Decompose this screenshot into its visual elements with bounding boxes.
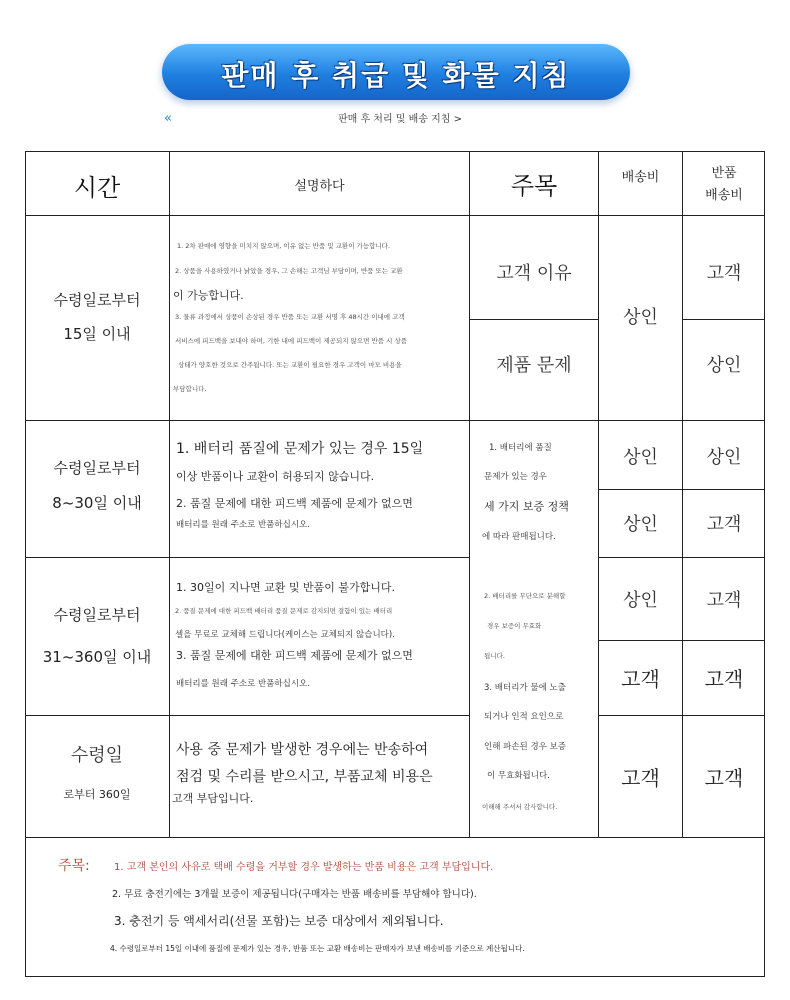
banner-title: 판매 후 취급 및 화물 지침 xyxy=(221,59,571,92)
double-chevron-left-icon[interactable]: « xyxy=(164,111,172,126)
s1-return-a: 고객 xyxy=(706,263,742,284)
s2-return-a: 상인 xyxy=(706,447,742,468)
s3-desc-1: 1. 30일이 지나면 교환 및 반품이 불가합니다. xyxy=(176,581,395,594)
s2-desc-2: 이상 반품이나 교환이 허용되지 않습니다. xyxy=(176,470,375,483)
warranty-note-6: 경우 보증이 무효화 xyxy=(487,622,542,630)
s1-return-b: 상인 xyxy=(706,355,742,376)
s3-return-a: 고객 xyxy=(706,590,742,611)
s3-shipping-a: 상인 xyxy=(623,590,658,611)
s4-desc-1: 사용 중 문제가 발생한 경우에는 반송하여 xyxy=(176,742,429,758)
warranty-note-9: 되거나 인적 요인으로 xyxy=(484,712,564,722)
warranty-note-7: 됩니다. xyxy=(484,652,505,660)
col-header-return-shipping-1: 반품 xyxy=(711,166,737,181)
s3-desc-3: 셀을 무료로 교체해 드립니다(케이스는 교체되지 않습니다). xyxy=(175,630,395,640)
warranty-note-11: 이 무효화됩니다. xyxy=(487,771,550,781)
page-subtitle: 판매 후 처리 및 배송 지침 > xyxy=(337,114,463,125)
s1-desc-4: 3. 물류 과정에서 상품이 손상된 경우 반품 또는 교환 서명 후 48시간 이내에 고객 xyxy=(175,313,405,321)
s3-shipping-b: 고객 xyxy=(621,667,660,691)
note-2: 2. 무료 충전기에는 3개월 보증이 제공됩니다(구매자는 반품 배송비를 부담해야 합니다). xyxy=(112,889,477,900)
s3-return-b: 고객 xyxy=(704,667,744,691)
s1-time-line1: 수령일로부터 xyxy=(53,291,141,309)
s1-desc-7: 부담합니다. xyxy=(173,385,207,393)
s1-note-customer-reason: 고객 이유 xyxy=(496,263,572,284)
notes-label: 주목: xyxy=(58,858,90,874)
s3-desc-4: 3. 품질 문제에 대한 피드백 제품에 문제가 없으면 xyxy=(176,649,413,662)
warranty-note-2: 문제가 있는 경우 xyxy=(484,472,547,482)
s1-desc-6: 상태가 양호한 것으로 간주됩니다. 또는 교환이 필요한 경우 고객이 마모 비용을 xyxy=(178,361,402,369)
s2-shipping-a: 상인 xyxy=(623,447,658,468)
s4-desc-2: 점검 및 수리를 받으시고, 부품교체 비용은 xyxy=(176,769,433,785)
s1-note-product-problem: 제품 문제 xyxy=(496,355,572,376)
s1-shipping: 상인 xyxy=(623,307,658,328)
s1-desc-3: 이 가능합니다. xyxy=(173,289,244,302)
s4-time-line2: 로부터 360일 xyxy=(63,788,131,801)
s1-desc-1: 1. 2차 판매에 영향을 미치지 않으며, 이유 없는 반품 및 교환이 가능합니다. xyxy=(177,242,391,250)
s2-desc-1: 1. 배터리 품질에 문제가 있는 경우 15일 xyxy=(176,441,424,457)
s4-return: 고객 xyxy=(704,766,744,790)
warranty-note-10: 인해 파손된 경우 보증 xyxy=(484,742,567,752)
title-banner xyxy=(162,44,630,100)
col-header-note: 주목 xyxy=(510,172,558,200)
s2-time-line1: 수령일로부터 xyxy=(53,459,141,477)
note-3: 3. 충전기 등 액세서리(선물 포함)는 보증 대상에서 제외됩니다. xyxy=(114,914,444,928)
warranty-note-4: 에 따라 판매됩니다. xyxy=(482,532,556,542)
s1-time-line2: 15일 이내 xyxy=(63,325,131,343)
s3-desc-2: 2. 품질 문제에 대한 피드백 배터리 품질 문제로 감지되면 결함이 있는 배터리 xyxy=(175,607,393,615)
warranty-note-8: 3. 배터리가 물에 노출 xyxy=(484,683,566,693)
s4-shipping: 고객 xyxy=(621,766,660,790)
s1-desc-5: 서비스에 피드백을 보내야 하며, 기한 내에 피드백이 제공되지 않으면 반품 시 상품 xyxy=(175,337,408,345)
s3-desc-5: 배터리를 원래 주소로 반품하십시오. xyxy=(176,679,310,689)
warranty-note-12: 이해해 주셔서 감사합니다. xyxy=(482,803,558,811)
s4-desc-3: 고객 부담입니다. xyxy=(172,792,254,805)
s4-time-line1: 수령일 xyxy=(70,745,124,766)
col-header-description: 설명하다 xyxy=(294,179,345,194)
warranty-note-1: 1. 배터리에 품질 xyxy=(489,443,552,453)
s2-time-line2: 8~30일 이내 xyxy=(52,494,142,512)
s3-time-line2: 31~360일 이내 xyxy=(42,648,152,666)
col-header-time: 시간 xyxy=(73,174,121,202)
s1-desc-2: 2. 상품을 사용하였거나 낡았을 경우, 그 손해는 고객님 부담이며, 반품 또는 교환 xyxy=(175,267,403,275)
s3-time-line1: 수령일로부터 xyxy=(53,606,141,624)
note-4: 4. 수령일로부터 15일 이내에 품질에 문제가 있는 경우, 반품 또는 교환 배송비는 판매자가 보낸 배송비를 기준으로 계산됩니다. xyxy=(110,944,525,953)
s2-desc-4: 배터리를 원래 주소로 반품하십시오. xyxy=(176,520,310,530)
s2-shipping-b: 상인 xyxy=(623,514,658,535)
note-1: 1. 고객 본인의 사유로 택배 수령을 거부할 경우 발생하는 반품 비용은 고객 부담입니다. xyxy=(114,862,494,873)
warranty-note-5: 2. 배터리를 무단으로 분해할 xyxy=(484,592,566,600)
col-header-shipping: 배송비 xyxy=(621,170,660,185)
s2-desc-3: 2. 품질 문제에 대한 피드백 제품에 문제가 없으면 xyxy=(176,497,413,510)
warranty-note-3: 세 가지 보증 정책 xyxy=(484,500,569,513)
s2-return-b: 고객 xyxy=(706,514,742,535)
col-header-return-shipping-2: 배송비 xyxy=(705,188,743,203)
